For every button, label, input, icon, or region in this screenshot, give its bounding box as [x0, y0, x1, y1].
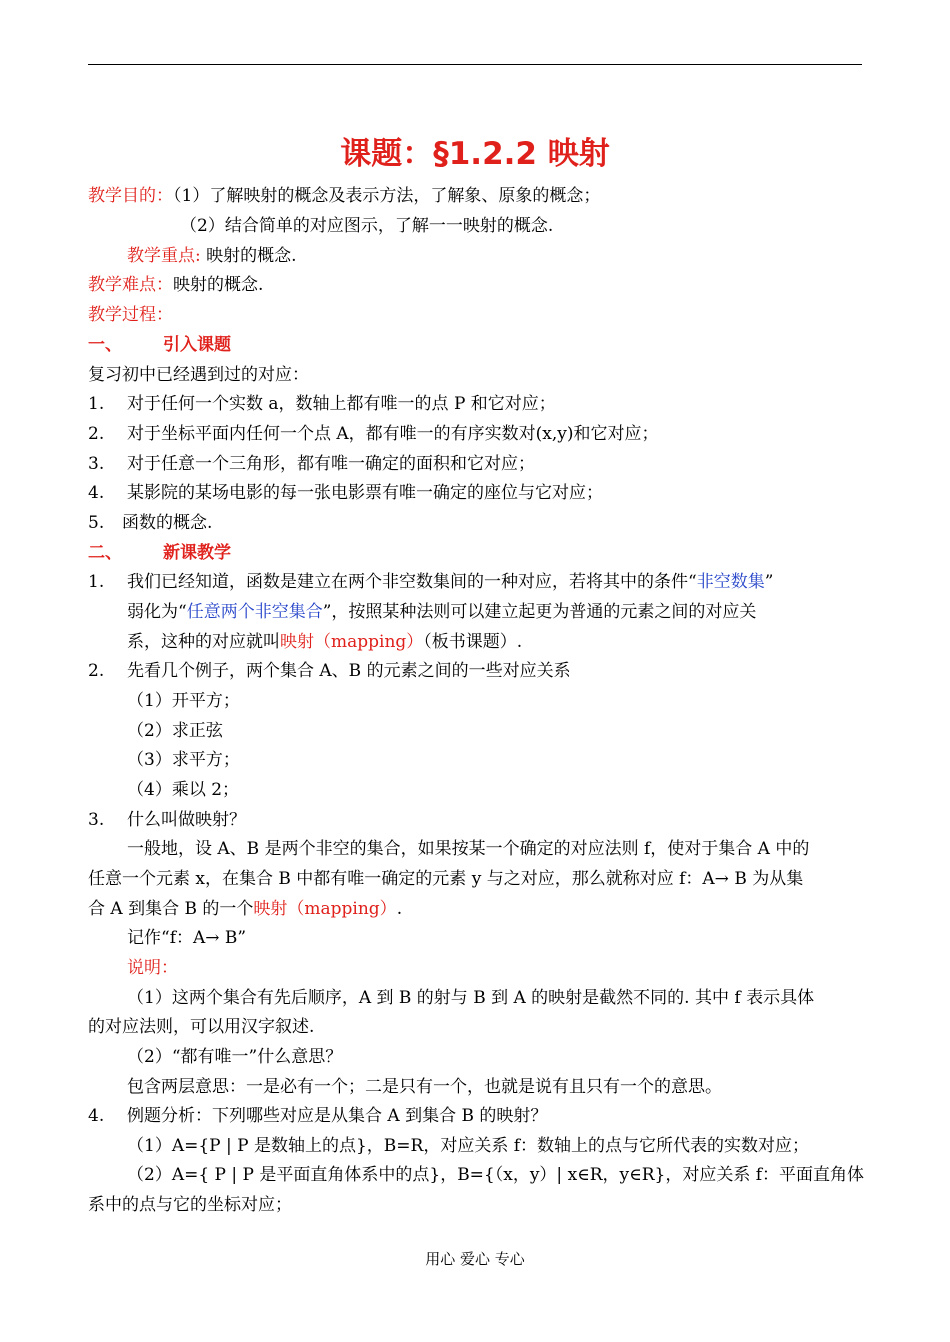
- para4-text: 例题分析：下列哪些对应是从集合 A 到集合 B 的映射？: [127, 1106, 548, 1126]
- para3-question: 什么叫做映射？: [127, 810, 246, 830]
- list-item-num: 4.: [88, 483, 105, 503]
- notation-line: 记作“f：A→ B”: [127, 928, 247, 948]
- list-item: 对于任何一个实数 a，数轴上都有唯一的点 P 和它对应；: [127, 394, 556, 414]
- section1-num: 一、: [88, 335, 122, 355]
- key-point-text: 映射的概念.: [206, 246, 297, 266]
- definition-line-3: [88, 897, 402, 921]
- note-label: 说明：: [127, 958, 178, 978]
- example-2-line-2: 系中的点与它的坐标对应；: [88, 1195, 292, 1215]
- para4-num: 4.: [88, 1106, 105, 1126]
- definition-text: 合 A 到集合 B 的一个: [88, 899, 254, 919]
- para1-line-2: [127, 600, 756, 624]
- list-item-num: 5.: [88, 513, 105, 533]
- para2-num: 2.: [88, 661, 105, 681]
- para1-text: ”，按照某种法则可以建立起更为普通的元素之间的对应关: [322, 602, 757, 622]
- para3-num: 3.: [88, 810, 105, 830]
- page-title: 课题：§1.2.2 映射: [340, 136, 610, 172]
- quote-mark: ”: [764, 572, 774, 592]
- section2-num: 二、: [88, 543, 122, 563]
- para1-line-1: [127, 570, 773, 594]
- key-point-line: [127, 244, 297, 268]
- section1-title: 引入课题: [163, 335, 231, 355]
- term-mapping: 映射: [280, 632, 314, 652]
- note-2-answer: 包含两层意思：一是必有一个；二是只有一个，也就是说有且只有一个的意思。: [127, 1077, 722, 1097]
- list-item: 某影院的某场电影的每一张电影票有唯一确定的座位与它对应；: [127, 483, 603, 503]
- objective-item-1: （1）了解映射的概念及表示方法，了解象、原象的概念；: [173, 186, 601, 206]
- note-1-line-2: 的对应法则，可以用汉字叙述.: [88, 1017, 315, 1037]
- para1-num: 1.: [88, 572, 105, 592]
- example-1: （1）A={P | P 是数轴上的点}，B=R，对应关系 f：数轴上的点与它所代表的实数对应；: [127, 1136, 810, 1156]
- list-item: 对于坐标平面内任何一个点 A，都有唯一的有序实数对(x,y)和它对应；: [127, 424, 659, 444]
- example-2-line-1: （2）A={ P | P 是平面直角体系中的点}，B={（x，y）| x∈R，y∈R}，对应关系 f：平面直角体: [127, 1165, 865, 1185]
- list-item-num: 2.: [88, 424, 105, 444]
- definition-line-2: 任意一个元素 x，在集合 B 中都有唯一确定的元素 y 与之对应，那么就称对应 f：A→ B 为从集: [88, 869, 804, 889]
- example-item: （1）开平方；: [127, 691, 240, 711]
- para1-text: 我们已经知道，函数是建立在两个非空数集间的一种对应，若将其中的条件“: [127, 572, 697, 592]
- example-item: （2）求正弦: [127, 721, 223, 741]
- section1-intro: 复习初中已经遇到过的对应：: [88, 365, 309, 385]
- difficulty-text: 映射的概念.: [173, 275, 264, 295]
- objective-line-1: [88, 184, 600, 208]
- list-item-num: 3.: [88, 454, 105, 474]
- list-item-num: 1.: [88, 394, 105, 414]
- difficulty-line: [88, 273, 263, 297]
- example-item: （3）求平方；: [127, 750, 240, 770]
- process-label: 教学过程：: [88, 305, 173, 325]
- example-item: （4）乘以 2；: [127, 780, 240, 800]
- definition-text: .: [396, 899, 403, 919]
- term-mapping-en: （mapping）: [314, 632, 424, 652]
- list-item: 函数的概念.: [122, 513, 213, 533]
- key-point-label: 教学重点:: [127, 246, 201, 266]
- header-rule: [88, 64, 862, 65]
- term-any-two-sets: 任意两个非空集合: [186, 602, 323, 622]
- term-nonempty-number-set: 非空数集: [696, 572, 765, 592]
- page-footer: 用心 爱心 专心: [425, 1250, 525, 1268]
- note-1-line-1: （1）这两个集合有先后顺序，A 到 B 的射与 B 到 A 的映射是截然不同的. 其中 f 表示具体: [127, 988, 815, 1008]
- difficulty-label: 教学难点：: [88, 275, 173, 295]
- definition-line-1: 一般地，设 A、B 是两个非空的集合，如果按某一个确定的对应法则 f，使对于集合 A 中的: [127, 839, 810, 859]
- note-2: （2）“都有唯一”什么意思？: [127, 1047, 343, 1067]
- para1-text: （板书课题）.: [423, 632, 523, 652]
- list-item: 对于任意一个三角形，都有唯一确定的面积和它对应；: [127, 454, 535, 474]
- para1-text: 弱化为“: [127, 602, 187, 622]
- objective-item-2: （2）结合简单的对应图示，了解一一映射的概念.: [180, 216, 554, 236]
- para1-line-3: [127, 630, 522, 654]
- para1-text: 系，这种的对应就叫: [127, 632, 280, 652]
- term-mapping: 映射（mapping）: [253, 899, 397, 919]
- para2-text: 先看几个例子，两个集合 A、B 的元素之间的一些对应关系: [127, 661, 571, 681]
- objective-label: 教学目的：: [88, 186, 173, 206]
- section2-title: 新课教学: [163, 543, 231, 563]
